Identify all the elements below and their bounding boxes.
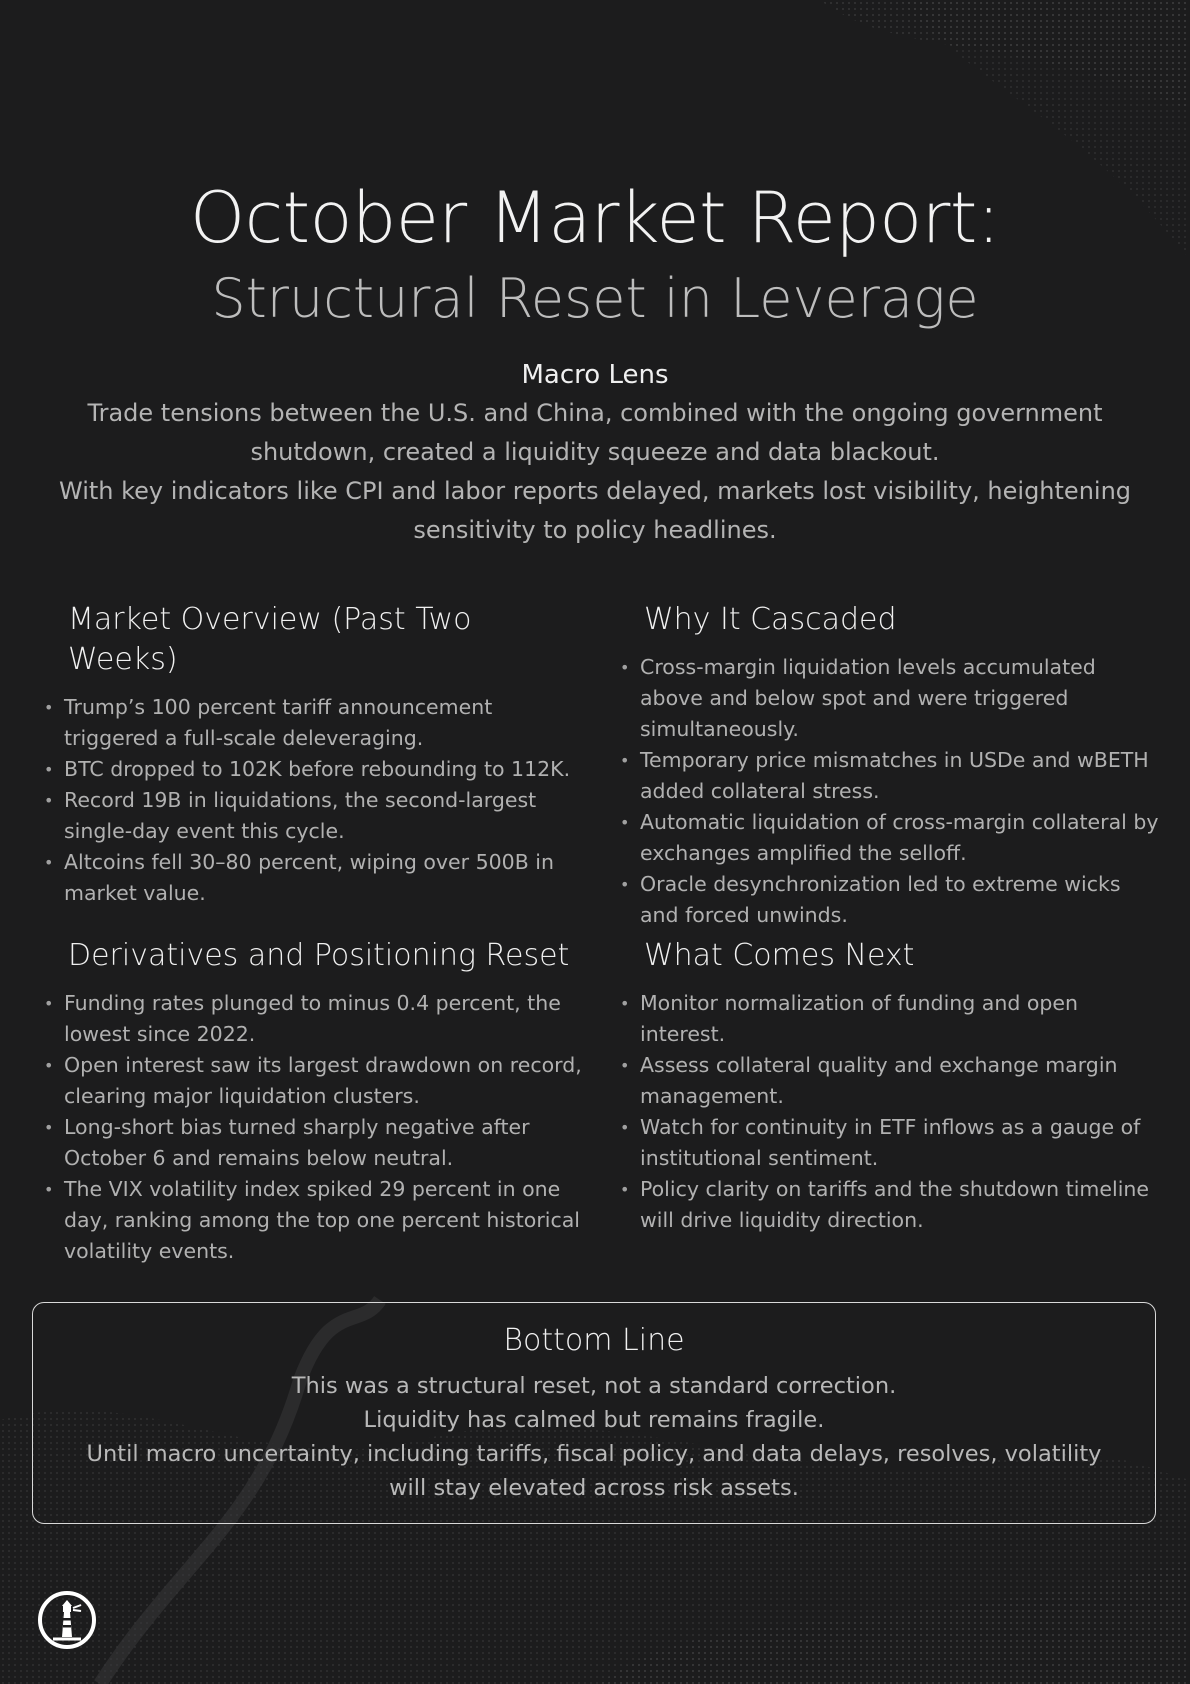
bullet-icon: • [44,1118,54,1137]
list-item [620,988,1160,1050]
bullet-list [44,988,584,1267]
bullet-icon: • [44,994,54,1013]
section-heading: Derivatives and Positioning Reset [68,938,570,973]
bullet-icon: • [44,853,54,872]
section-derivatives-reset [44,936,584,1267]
list-item-text: Funding rates plunged to minus 0.4 percent, the lowest since 2022. [64,991,561,1046]
section-market-overview [44,600,584,909]
list-item-text: Open interest saw its largest drawdown on record, clearing major liquidation clusters. [64,1053,582,1108]
bullet-icon: • [620,658,630,677]
bottom-line-text: This was a structural reset, not a standard correction. [291,1373,897,1399]
bullet-icon: • [620,994,630,1013]
list-item [44,988,584,1050]
macro-lens-text [30,394,1160,550]
section-heading: Why It Cascaded [644,602,897,637]
bullet-icon: • [620,1056,630,1075]
bullet-icon: • [44,1180,54,1199]
report-title: October Market Report: [190,177,1000,259]
section-heading: Market Overview (Past Two Weeks) [68,602,472,677]
section-why-it-cascaded [620,600,1160,931]
list-item [620,1050,1160,1112]
macro-lens-label: Macro Lens [521,360,669,390]
list-item [44,1112,584,1174]
list-item-text: Trump’s 100 percent tariff announcement triggered a full-scale deleveraging. [64,695,493,750]
list-item-text: Altcoins fell 30–80 percent, wiping over 500B in market value. [64,850,554,905]
list-item [620,745,1160,807]
list-item [44,754,584,785]
bullet-icon: • [44,698,54,717]
list-item-text: Temporary price mismatches in USDe and wBETH added collateral stress. [640,748,1149,803]
bottom-line-box [32,1302,1156,1524]
macro-lens-paragraph: Trade tensions between the U.S. and China, combined with the ongoing government shutdown, created a liquidity squeeze and data blackout. [87,399,1103,466]
lighthouse-icon [37,1590,97,1650]
list-item-text: Long-short bias turned sharply negative after October 6 and remains below neutral. [64,1115,530,1170]
list-item-text: Watch for continuity in ETF inflows as a gauge of institutional sentiment. [640,1115,1141,1170]
list-item-text: The VIX volatility index spiked 29 percent in one day, ranking among the top one percent historical volatility events. [64,1177,580,1263]
list-item [44,1050,584,1112]
bottom-line-text: Until macro uncertainty, including tariffs, fiscal policy, and data delays, resolves, volatility will stay elevated across risk assets. [86,1441,1102,1501]
list-item [620,869,1160,931]
list-item [44,692,584,754]
section-what-comes-next [620,936,1160,1236]
list-item-text: Record 19B in liquidations, the second-largest single-day event this cycle. [64,788,537,843]
list-item-text: Monitor normalization of funding and open interest. [640,991,1079,1046]
bullet-icon: • [44,791,54,810]
list-item [44,785,584,847]
list-item [44,1174,584,1267]
bottom-line-heading: Bottom Line [503,1323,685,1358]
list-item [620,807,1160,869]
list-item-text: Automatic liquidation of cross-margin collateral by exchanges amplified the selloff. [640,810,1159,865]
bullet-list [44,692,584,909]
bullet-list [620,988,1160,1236]
bullet-icon: • [620,1118,630,1137]
macro-lens-paragraph: With key indicators like CPI and labor reports delayed, markets lost visibility, heightening sensitivity to policy headlines. [58,477,1132,544]
list-item [44,847,584,909]
list-item [620,1112,1160,1174]
list-item-text: Policy clarity on tariffs and the shutdown timeline will drive liquidity direction. [640,1177,1150,1232]
bullet-icon: • [620,751,630,770]
list-item [620,652,1160,745]
bullet-icon: • [620,875,630,894]
list-item-text: Cross-margin liquidation levels accumulated above and below spot and were triggered simultaneously. [640,655,1096,741]
bullet-icon: • [620,1180,630,1199]
bullet-icon: • [44,1056,54,1075]
bullet-icon: • [44,760,54,779]
bullet-icon: • [620,813,630,832]
list-item-text: Oracle desynchronization led to extreme wicks and forced unwinds. [640,872,1121,927]
report-subtitle: Structural Reset in Leverage [211,267,979,330]
list-item-text: BTC dropped to 102K before rebounding to 112K. [64,757,571,781]
bottom-line-text: Liquidity has calmed but remains fragile. [363,1407,825,1433]
list-item [620,1174,1160,1236]
list-item-text: Assess collateral quality and exchange margin management. [640,1053,1118,1108]
section-heading: What Comes Next [644,938,915,973]
bullet-list [620,652,1160,931]
